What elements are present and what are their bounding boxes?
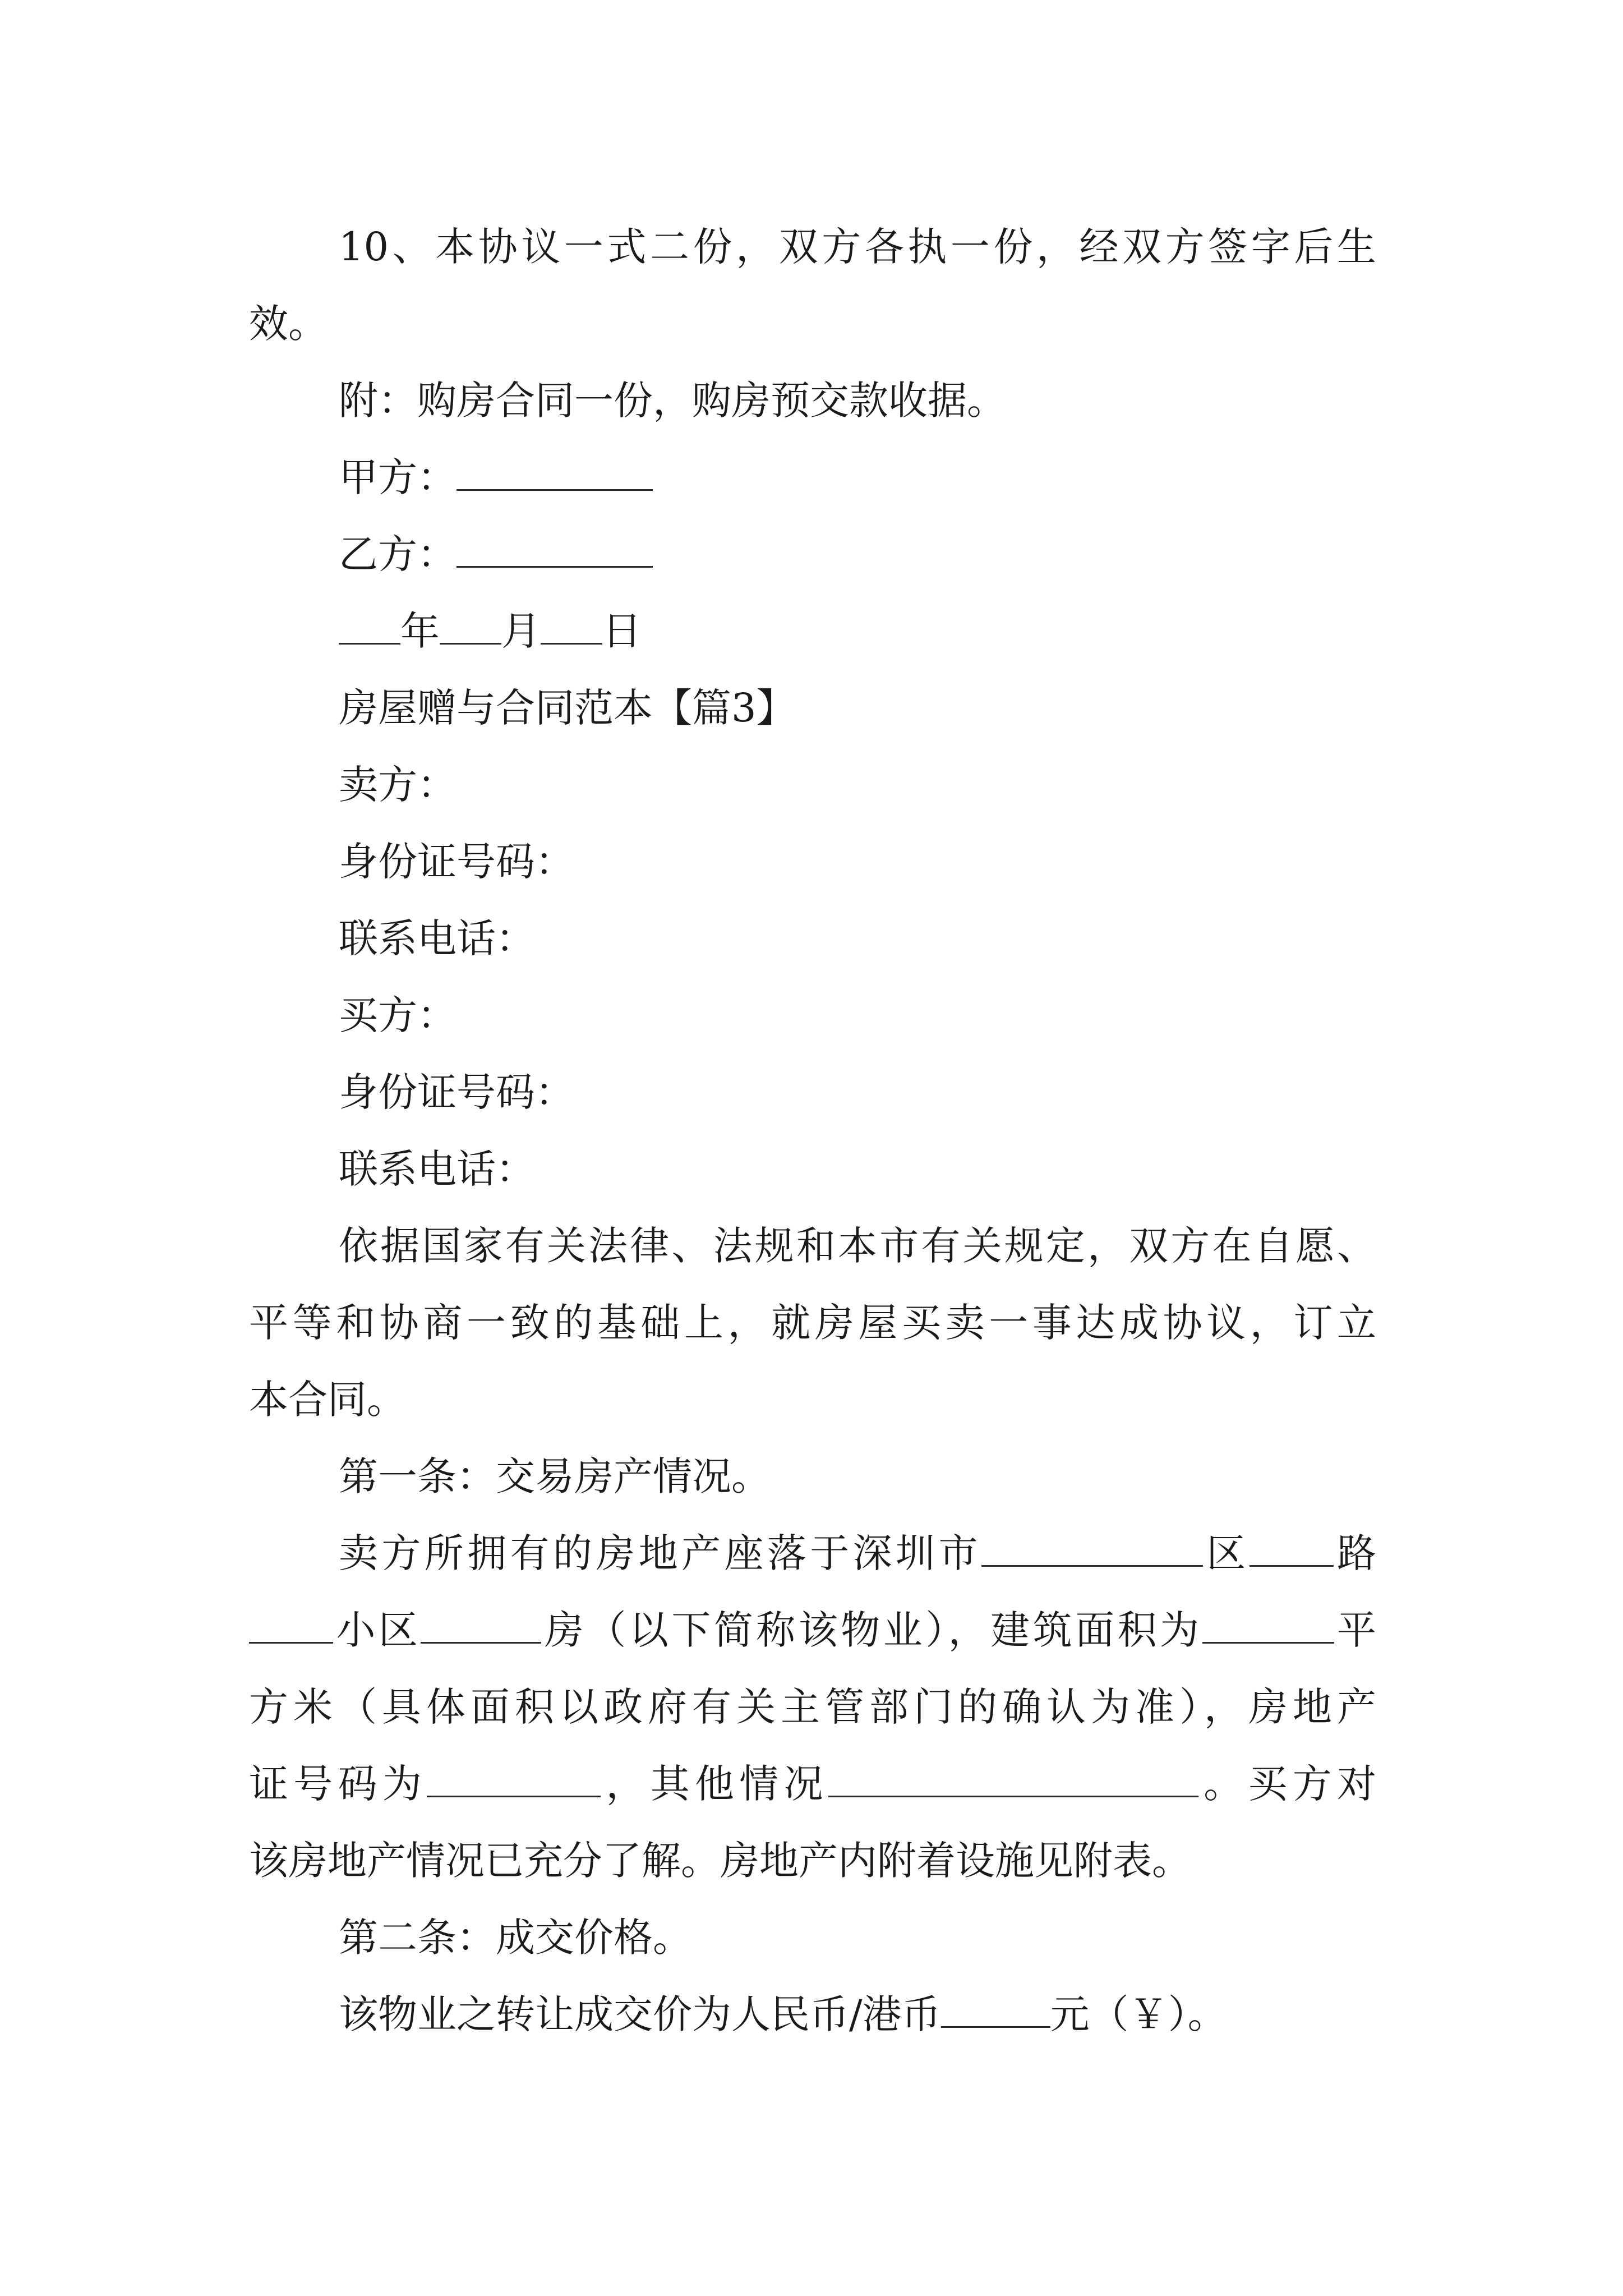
buyer-id-label: 身份证号码：: [339, 1069, 574, 1115]
price-unit: 元（￥）。: [1050, 1991, 1227, 2037]
article-1-line-2: [249, 1592, 1376, 1669]
community-label: 小区: [333, 1607, 421, 1653]
article-1-line-1: [249, 1515, 1376, 1592]
article-2-title: 第二条：成交价格。: [339, 1915, 692, 1961]
intro-line-2: 平等和协商一致的基础上，就房屋买卖一事达成协议，订立: [249, 1300, 1376, 1346]
certificate-blank[interactable]: [427, 1756, 601, 1797]
intro-line-3: 本合同。: [249, 1377, 406, 1423]
property-location-text: 卖方所拥有的房地产座落于深圳市: [339, 1530, 981, 1576]
area-unit-start: 平: [1334, 1607, 1377, 1653]
road-label: 路: [1333, 1530, 1377, 1576]
seller-label: 卖方：: [339, 762, 457, 808]
room-blank[interactable]: [421, 1603, 541, 1644]
section-title: 房屋赠与合同范本【篇3】: [339, 685, 796, 731]
district-label: 区: [1202, 1530, 1249, 1576]
day-blank[interactable]: [541, 604, 602, 645]
other-conditions-blank[interactable]: [828, 1756, 1198, 1797]
community-name-blank[interactable]: [249, 1603, 333, 1644]
clause-10-line-2: 效。: [249, 301, 328, 347]
article-1-line-3: 方米（具体面积以政府有关主管部门的确认为准），房地产: [249, 1684, 1376, 1730]
certificate-label: 证号码为: [249, 1761, 427, 1807]
party-a-signature: [249, 439, 1376, 516]
party-b-blank[interactable]: [457, 527, 653, 568]
attachment-note: 附：购房合同一份，购房预交款收据。: [339, 378, 1006, 424]
article-1-line-4: [249, 1746, 1376, 1823]
buyer-label: 买方：: [339, 992, 457, 1038]
party-a-label: 甲方：: [339, 454, 457, 500]
document-body: [249, 209, 1376, 2053]
buyer-phone-label: 联系电话：: [339, 1146, 535, 1192]
area-blank[interactable]: [1202, 1603, 1334, 1644]
month-blank[interactable]: [440, 604, 501, 645]
seller-id-label: 身份证号码：: [339, 839, 574, 885]
city-blank[interactable]: [981, 1526, 1203, 1567]
article-1-line-5: 该房地产情况已充分了解。房地产内附着设施见附表。: [249, 1838, 1191, 1884]
price-text: 该物业之转让成交价为人民币/港币: [339, 1991, 941, 2037]
seller-phone-label: 联系电话：: [339, 915, 535, 961]
month-label: 月: [501, 608, 541, 654]
price-blank[interactable]: [941, 1987, 1050, 2028]
clause-10-line-1: 10、本协议一式二份，双方各执一份，经双方签字后生: [339, 224, 1376, 270]
year-blank[interactable]: [339, 604, 400, 645]
year-label: 年: [400, 608, 440, 654]
party-a-blank[interactable]: [457, 450, 653, 491]
signing-date: [249, 593, 1376, 670]
intro-line-1: 依据国家有关法律、法规和本市有关规定，双方在自愿、: [339, 1223, 1376, 1269]
party-b-label: 乙方：: [339, 531, 457, 577]
buyer-ack-start: 。买方对: [1198, 1761, 1377, 1807]
party-b-signature: [249, 516, 1376, 593]
article-1-title: 第一条：交易房产情况。: [339, 1453, 771, 1499]
road-blank[interactable]: [1249, 1526, 1334, 1567]
room-area-text: 房（以下简称该物业），建筑面积为: [541, 1607, 1202, 1653]
day-label: 日: [602, 608, 642, 654]
article-2-line-1: [249, 1976, 1376, 2053]
other-conditions-label: ，其他情况: [601, 1761, 828, 1807]
